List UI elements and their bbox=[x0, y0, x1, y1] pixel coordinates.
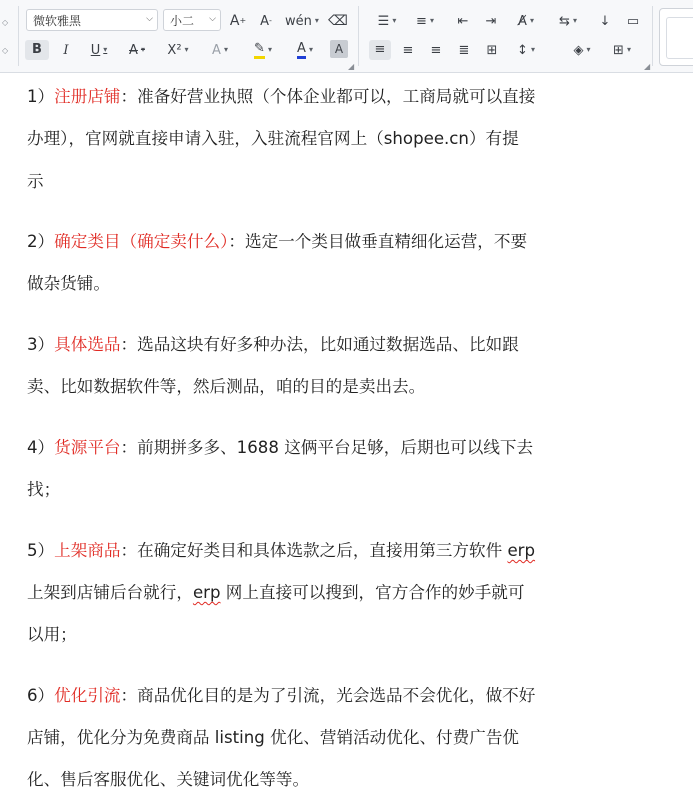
bold-icon: B bbox=[25, 40, 49, 60]
p2-line1 bbox=[27, 231, 527, 253]
item-number: 2） bbox=[27, 232, 55, 251]
p1-line3: 示 bbox=[27, 172, 44, 191]
align-left-button[interactable] bbox=[368, 40, 392, 60]
clipboard-edge-icon: ◇ bbox=[2, 18, 9, 27]
divider bbox=[18, 6, 19, 66]
ribbon-toolbar bbox=[0, 0, 693, 73]
clear-format-icon[interactable]: ⌫ bbox=[328, 13, 348, 29]
divider bbox=[652, 6, 653, 66]
item-text: ：准备好营业执照（个体企业都可以，工商局就可以直接 bbox=[120, 87, 536, 106]
item-text: 上架到店铺后台就行， bbox=[27, 583, 193, 602]
font-name-select[interactable] bbox=[26, 9, 158, 31]
p1-line2: 办理），官网就直接申请入驻，入驻流程官网上（shopee.cn）有提 bbox=[27, 129, 519, 148]
strikethrough-icon[interactable]: A ▾ bbox=[129, 42, 145, 58]
spellcheck-word[interactable]: erp bbox=[192, 583, 221, 602]
p3-line2: 卖、比如数据软件等，然后测品，咱的目的是卖出去。 bbox=[27, 377, 426, 396]
borders-icon[interactable]: ⊞ ▾ bbox=[613, 42, 631, 58]
p2-line2: 做杂货铺。 bbox=[27, 274, 110, 293]
character-shading-icon[interactable]: A bbox=[330, 40, 348, 58]
p6-line3: 化、售后客服优化、关键词优化等等。 bbox=[27, 770, 310, 789]
justify-icon[interactable]: ≣ bbox=[458, 42, 470, 58]
item-text: ：商品优化目的是为了引流，光会选品不会优化，做不好 bbox=[120, 686, 536, 705]
font-size-select[interactable] bbox=[163, 9, 221, 31]
item-heading: 货源平台 bbox=[54, 438, 121, 457]
distributed-icon[interactable]: ⊞ bbox=[486, 42, 498, 58]
item-number: 1） bbox=[27, 87, 55, 106]
decrease-font-size-icon[interactable]: A - bbox=[260, 13, 272, 29]
item-text: ：在确定好类目和具体选款之后，直接用第三方软件 bbox=[120, 541, 508, 560]
font-size-value: 小二 bbox=[170, 13, 195, 28]
item-heading: 注册店铺 bbox=[54, 87, 121, 106]
divider bbox=[358, 6, 359, 66]
align-left-icon: ≡ bbox=[369, 40, 391, 60]
item-number: 4） bbox=[27, 438, 55, 457]
spellcheck-word[interactable]: erp bbox=[507, 541, 536, 560]
chevron-down-icon: ⌵ bbox=[146, 14, 153, 24]
bold-button[interactable] bbox=[24, 40, 50, 60]
p5-line1 bbox=[27, 540, 535, 562]
bullet-list-icon[interactable]: ☰ ▾ bbox=[377, 13, 397, 29]
p6-line1 bbox=[27, 685, 535, 707]
paragraph-shading-icon[interactable]: ◈ ▾ bbox=[573, 42, 591, 58]
decrease-indent-icon[interactable]: ⇤ bbox=[457, 13, 469, 29]
font-color-icon[interactable]: A ▾ bbox=[288, 40, 322, 60]
p3-line1 bbox=[27, 334, 519, 356]
line-wrap-icon[interactable]: ⇆ ▾ bbox=[559, 13, 577, 29]
p1-line1 bbox=[27, 86, 535, 108]
p4-line1 bbox=[27, 437, 533, 459]
superscript-icon[interactable]: X² ▾ bbox=[167, 42, 189, 58]
p5-line3: 以用； bbox=[27, 625, 77, 644]
item-heading: 确定类目（确定卖什么） bbox=[54, 232, 229, 251]
item-heading: 具体选品 bbox=[54, 335, 121, 354]
align-center-icon[interactable]: ≡ bbox=[402, 42, 414, 58]
item-number: 3） bbox=[27, 335, 55, 354]
item-text: 网上直接可以搜到，官方合作的妙手就可 bbox=[220, 583, 525, 602]
highlight-icon[interactable]: ✎ ▾ bbox=[246, 40, 280, 60]
italic-icon[interactable]: I bbox=[63, 42, 69, 58]
p5-line2 bbox=[27, 582, 524, 604]
underline-icon[interactable]: U ▾ bbox=[90, 42, 108, 58]
font-name-value: 微软雅黑 bbox=[33, 13, 82, 28]
item-heading: 优化引流 bbox=[54, 686, 121, 705]
item-number: 5） bbox=[27, 541, 55, 560]
text-effect-icon[interactable]: A ▾ bbox=[212, 42, 228, 58]
item-number: 6） bbox=[27, 686, 55, 705]
p4-line2: 找； bbox=[27, 480, 61, 499]
p6-line2: 店铺，优化分为免费商品 listing 优化、营销活动优化、付费广告优 bbox=[27, 728, 520, 747]
align-right-icon[interactable]: ≡ bbox=[430, 42, 442, 58]
phonetic-guide-icon[interactable]: wén ▾ bbox=[285, 13, 319, 29]
text-direction-icon[interactable]: A̸ ▾ bbox=[518, 13, 534, 29]
show-marks-icon[interactable]: ▭ bbox=[626, 13, 640, 29]
item-text: ：选定一个类目做垂直精细化运营，不要 bbox=[228, 232, 528, 251]
chevron-down-icon: ⌵ bbox=[209, 14, 216, 24]
increase-font-size-icon[interactable]: A + bbox=[229, 13, 247, 29]
item-heading: 上架商品 bbox=[54, 541, 121, 560]
style-gallery[interactable] bbox=[659, 8, 693, 66]
font-dialog-launcher-icon[interactable]: ◢ bbox=[348, 62, 355, 71]
increase-indent-icon[interactable]: ⇥ bbox=[485, 13, 497, 29]
style-preview bbox=[666, 17, 693, 59]
clipboard-edge-icon-2: ◇ bbox=[2, 46, 9, 55]
item-text: ：前期拼多多、1688 这俩平台足够，后期也可以线下去 bbox=[120, 438, 534, 457]
paragraph-dialog-launcher-icon[interactable]: ◢ bbox=[644, 62, 651, 71]
numbered-list-icon[interactable]: ≡ ▾ bbox=[416, 13, 434, 29]
item-text: ：选品这块有好多种办法，比如通过数据选品、比如跟 bbox=[120, 335, 519, 354]
sort-icon[interactable]: ↓ bbox=[599, 13, 611, 29]
line-spacing-icon[interactable]: ↕ ▾ bbox=[517, 42, 535, 58]
